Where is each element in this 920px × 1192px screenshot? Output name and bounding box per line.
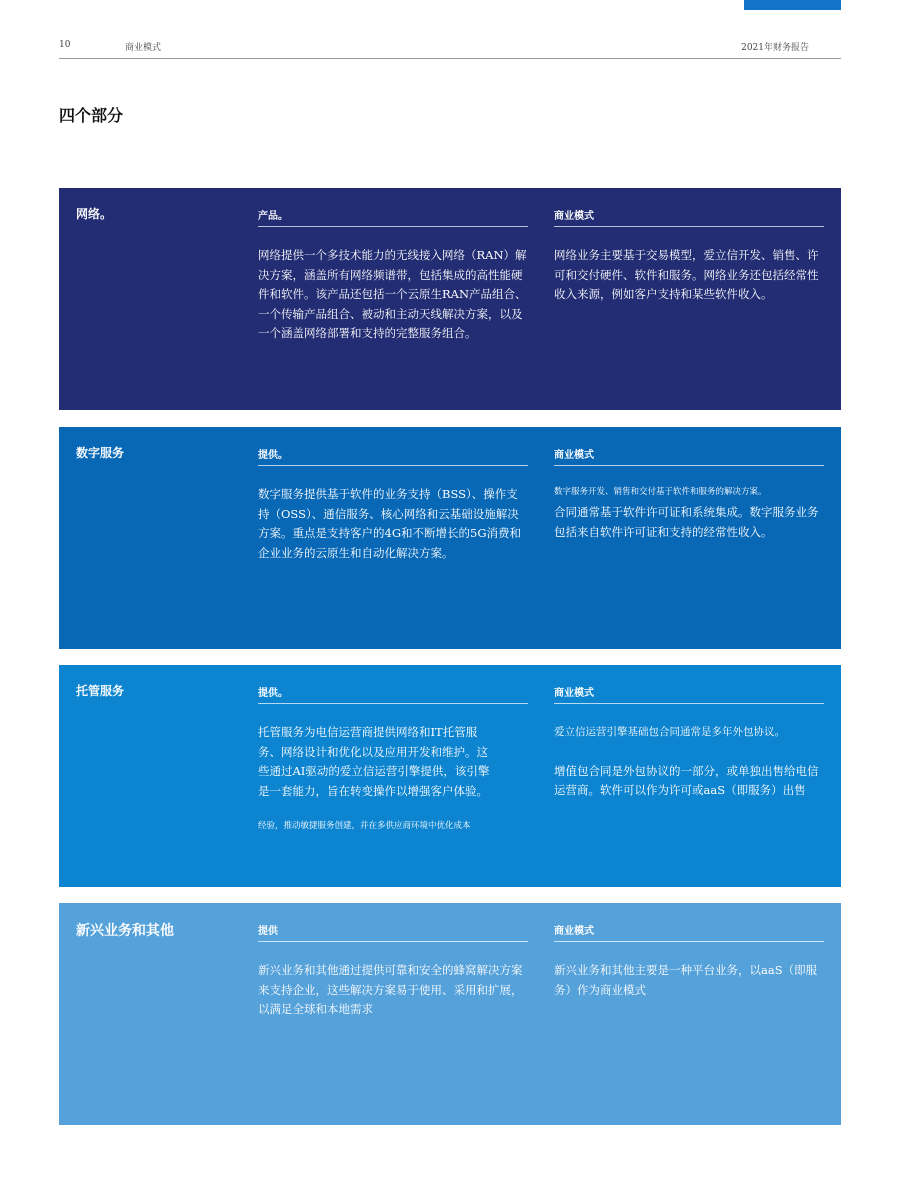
- column-note: 经验，推动敏捷服务创建，并在多供应商环境中优化成本: [258, 821, 471, 831]
- section-name: 商业模式: [125, 43, 162, 53]
- column-label: 提供: [258, 922, 528, 942]
- column-text: 网络业务主要基于交易模型，爱立信开发、销售、许可和交付硬件、软件和服务。网络业务还包括经常性收入来源，例如客户支持和某些软件收入。: [554, 248, 819, 301]
- segment-business-model-column: [554, 684, 824, 801]
- column-label: 商业模式: [554, 684, 824, 704]
- column-text: 数字服务提供基于软件的业务支持（BSS）、操作支持（OSS）、通信服务、核心网络和云基础设施解决方案。重点是支持客户的4G和不断增长的5G消费和企业业务的云原生和自动化解决方案。: [258, 487, 522, 560]
- segment-offering-column: [258, 922, 528, 1020]
- column-text: 合同通常基于软件许可证和系统集成。数字服务业务包括来自软件许可证和支持的经常性收入。: [554, 505, 819, 539]
- segment-business-model-column: [554, 207, 824, 305]
- column-label: 商业模式: [554, 207, 824, 227]
- column-text: 爱立信运营引擎基础包合同通常是多年外包协议。: [554, 726, 785, 738]
- segment-panel-managed-services: [59, 665, 841, 887]
- column-label: 提供。: [258, 684, 528, 704]
- segment-offering-column: [258, 446, 528, 563]
- segment-title: 新兴业务和其他: [76, 923, 174, 939]
- column-text: 网络提供一个多技术能力的无线接入网络（RAN）解决方案，涵盖所有网络频谱带，包括集成的高性能硬件和软件。该产品还包括一个云原生RAN产品组合、一个传输产品组合、被动和主动天线解决方案，以及一个涵盖网络部署和支持的完整服务组合。: [258, 248, 527, 340]
- page-title: 四个部分: [59, 106, 124, 125]
- column-label: 商业模式: [554, 922, 824, 942]
- page-header: [59, 40, 841, 59]
- segment-offering-column: [258, 207, 528, 344]
- segment-business-model-column: [554, 446, 824, 542]
- column-label: 提供。: [258, 446, 528, 466]
- column-label: 商业模式: [554, 446, 824, 466]
- segment-offering-column: [258, 684, 528, 834]
- segment-business-model-column: [554, 922, 824, 1000]
- segment-title: 数字服务: [76, 446, 125, 460]
- segment-panel-networks: [59, 188, 841, 410]
- column-text: 新兴业务和其他通过提供可靠和安全的蜂窝解决方案来支持企业，这些解决方案易于使用、采用和扩展，以满足全球和本地需求: [258, 963, 523, 1016]
- column-label: 产品。: [258, 207, 528, 227]
- accent-tab: [744, 0, 841, 10]
- segment-panel-digital-services: [59, 427, 841, 649]
- report-title: 2021年财务报告: [741, 43, 809, 53]
- page-number: 10: [59, 40, 71, 50]
- segment-title: 网络。: [76, 207, 113, 221]
- column-text-2: 增值包合同是外包协议的一部分，或单独出售给电信运营商。软件可以作为许可或aaS（即服务）出售: [554, 763, 819, 797]
- column-text: 新兴业务和其他主要是一种平台业务，以aaS（即服务）作为商业模式: [554, 963, 818, 997]
- segment-panel-emerging-business: [59, 903, 841, 1125]
- column-small-text: 数字服务开发、销售和交付基于软件和服务的解决方案。: [554, 487, 767, 497]
- column-text: 托管服务为电信运营商提供网络和IT托管服务、网络设计和优化以及应用开发和维护。这些通过AI驱动的爱立信运营引擎提供，该引擎是一套能力，旨在转变操作以增强客户体验。: [258, 725, 490, 798]
- segment-title: 托管服务: [76, 684, 125, 698]
